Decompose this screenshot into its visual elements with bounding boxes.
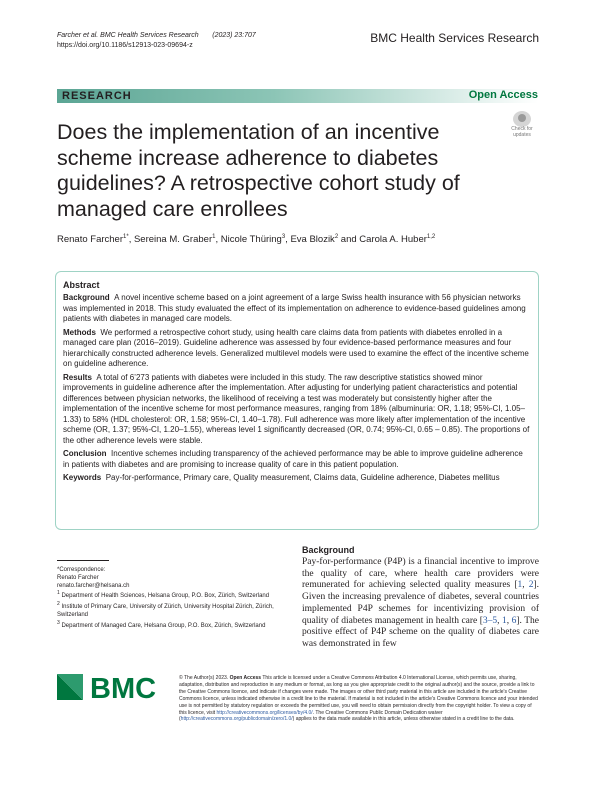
section-text: A total of 6’273 patients with diabetes were included in this study. The raw descriptive statistics showed minor improvements in guideline adherence after the implementation. After adjusting for underlying patient characteristics and potential differences between physician networks, the likelihood of receiving a test was moderately but consistently higher after the implementation of the incentive scheme for most performance measures, ranging from 18% (albuminuria: OR, 1.18; 95%-CI, 1.05–1.33) to 58% (HDL cholesterol: OR, 1.58; 95%-CI, 1.40–1.78). Full adherence was more likely after implementation of the incentive scheme (OR, 1.37; 95%-CI, 1.20–1.55), whereas level 1 significantly decreased (OR, 0.74; 95%-CI, 0.65 – 0.85). The proportions of the other adherence levels were stable. [63,372,530,445]
bmc-logo[interactable] [57,672,167,702]
author-affiliation: 1* [123,234,129,240]
citation-link[interactable]: 1 [502,615,507,626]
citation-link[interactable]: 2 [528,580,534,591]
affiliation-2: $^2$ Institute of Primary Care, University of Zürich, University Hospital Zürich, Zürich, Switzerland [57,601,274,618]
author-affiliation: 1,2 [426,234,436,240]
correspondence-label: *Correspondence: [57,567,106,573]
abstract-conclusion [63,449,531,470]
section-label: Background [63,293,110,302]
section-text: Incentive schemes including transparency of the achieved performance may be able to improve guideline adherence in patients with diabetes and are promising to increase quality of care in this patient population. [63,449,523,469]
affiliation-3: $^3$ Department of Managed Care, Helsana Group, P.O. Box, Zürich, Switzerland [57,619,266,629]
license-link[interactable]: http://creativecommons.org/licenses/by/4.0/ [216,709,313,716]
abstract-background [63,293,531,325]
citation-authors: Farcher et al. BMC Health Services Research [57,32,199,39]
footnotes [57,567,287,631]
correspondence-name: Renato Farcher [57,574,99,581]
citation-line [57,31,256,41]
author-name[interactable]: Nicole Thüring [220,234,282,246]
section-text: We performed a retrospective cohort study, using health care claims data from patients with diabetes enrolled in a managed care plan (2016–2019). Guideline adherence was assessed by four evidence-based performance measures and four hierarchically constructed adherence levels. Generalized multilevel models were used to examine the effect of the incentive scheme on guideline adherence. [63,327,529,368]
abstract-keywords [63,473,531,484]
research-banner [57,89,538,103]
check-for-updates-badge[interactable] [507,111,537,139]
research-label: RESEARCH [62,90,132,102]
correspondence-email[interactable]: renato.farcher@helsana.ch [57,582,130,589]
section-label: Conclusion [63,449,107,458]
license-text: © The Author(s) 2023. Open Access This article is licensed under a Creative Commons Attribution 4.0 International License, which permits use, sharing, adaptation, distribution and reproduction in any medium or format, as long as you give appropriate credit to the original author(s) and the source, provide a link to the Creative Commons licence, and indicate if changes were made. The images or other third party material in this article are included in the article's Creative Commons licence, unless indicated otherwise in a credit line to the material. If material is not included in the article's Creative Commons licence and your intended use is not permitted by statutory regulation or exceeds the permitted use, you will need to obtain permission directly from the copyright holder. To view a copy of this licence, visit http://creativecommons.org/licenses/by/4.0/. The Creative Commons Public Domain Dedication waiver (http://creativecommons.org/publicdomain/zero/1.0/) applies to the data made available in this article, unless otherwise stated in a credit line to the data. [179,675,538,723]
section-text: Pay-for-performance, Primary care, Quality measurement, Claims data, Guideline adherence, Diabetes mellitus [105,473,500,482]
background-text: Pay-for-performance (P4P) is a financial incentive to improve the quality of care, where health care providers were remunerated for achieving selected quality measures [1, 2]. Given the increasing prevalence of diabetes, several countries implemented P4P schemes for incentivizing provision of quality of diabetes management in health care [3–5, 1, 6]. The positive effect of P4P scheme on the quality of diabetes care was demonstrated in few [302,557,540,649]
bmc-logo-text: BMC [90,673,157,702]
author-name[interactable]: Carola A. Huber [359,234,427,246]
doi-link[interactable]: https://doi.org/10.1186/s12913-023-09694-z [57,42,193,49]
open-access-label: Open Access [468,89,538,101]
public-domain-link[interactable]: http://creativecommons.org/publicdomain/zero/1.0/ [180,716,293,723]
abstract-heading: Abstract [63,280,100,290]
citation-link[interactable]: 6 [511,615,517,626]
abstract-results [63,373,531,447]
footnote-divider [57,560,109,561]
author-name[interactable]: Renato Farcher [57,234,124,246]
background-heading: Background [302,545,355,555]
citation-block [57,31,256,51]
section-label: Keywords [63,473,102,482]
affiliation-1: $^1$ Department of Health Sciences, Helsana Group, P.O. Box, Zürich, Switzerland [57,590,270,600]
section-label: Results [63,372,92,382]
journal-name: BMC Health Services Research [370,31,539,45]
check-updates-line1: Check for [511,126,533,132]
check-updates-line2: updates [513,131,531,138]
section-label: Methods [63,327,96,337]
section-text: A novel incentive scheme based on a joint agreement of a large Swiss health insurance with 56 physician networks was implemented in 2018. This study evaluated the effect of its implementation on adherence to evidence-based guidelines among patients with diabetes in managed care models. [63,293,526,323]
author-affiliation: 1 [212,234,216,240]
citation-year: (2023) 23:707 [212,32,256,39]
author-affiliation: 3 [281,234,286,240]
abstract-methods [63,328,531,370]
article-title: Does the implementation of an incentive scheme increase adherence to diabetes guidelines? A retrospective cohort study of managed care enrollees [57,120,460,221]
citation-link[interactable]: 3–5 [482,615,498,626]
author-affiliation: 2 [334,234,339,240]
check-updates-icon [513,111,531,127]
author-name[interactable]: Eva Blozik [290,234,335,246]
background-section [302,545,539,651]
author-name[interactable]: Sereina M. Graber [133,234,213,246]
abstract-box [55,271,539,530]
citation-link[interactable]: 1 [517,580,523,591]
author-list: Renato Farcher$^{1*}$, Sereina M. Graber$^1$, Nicole Thüring$^3$, Eva Blozik$^2$ and Carola A. Huber$^{1,2}$ [57,234,436,246]
